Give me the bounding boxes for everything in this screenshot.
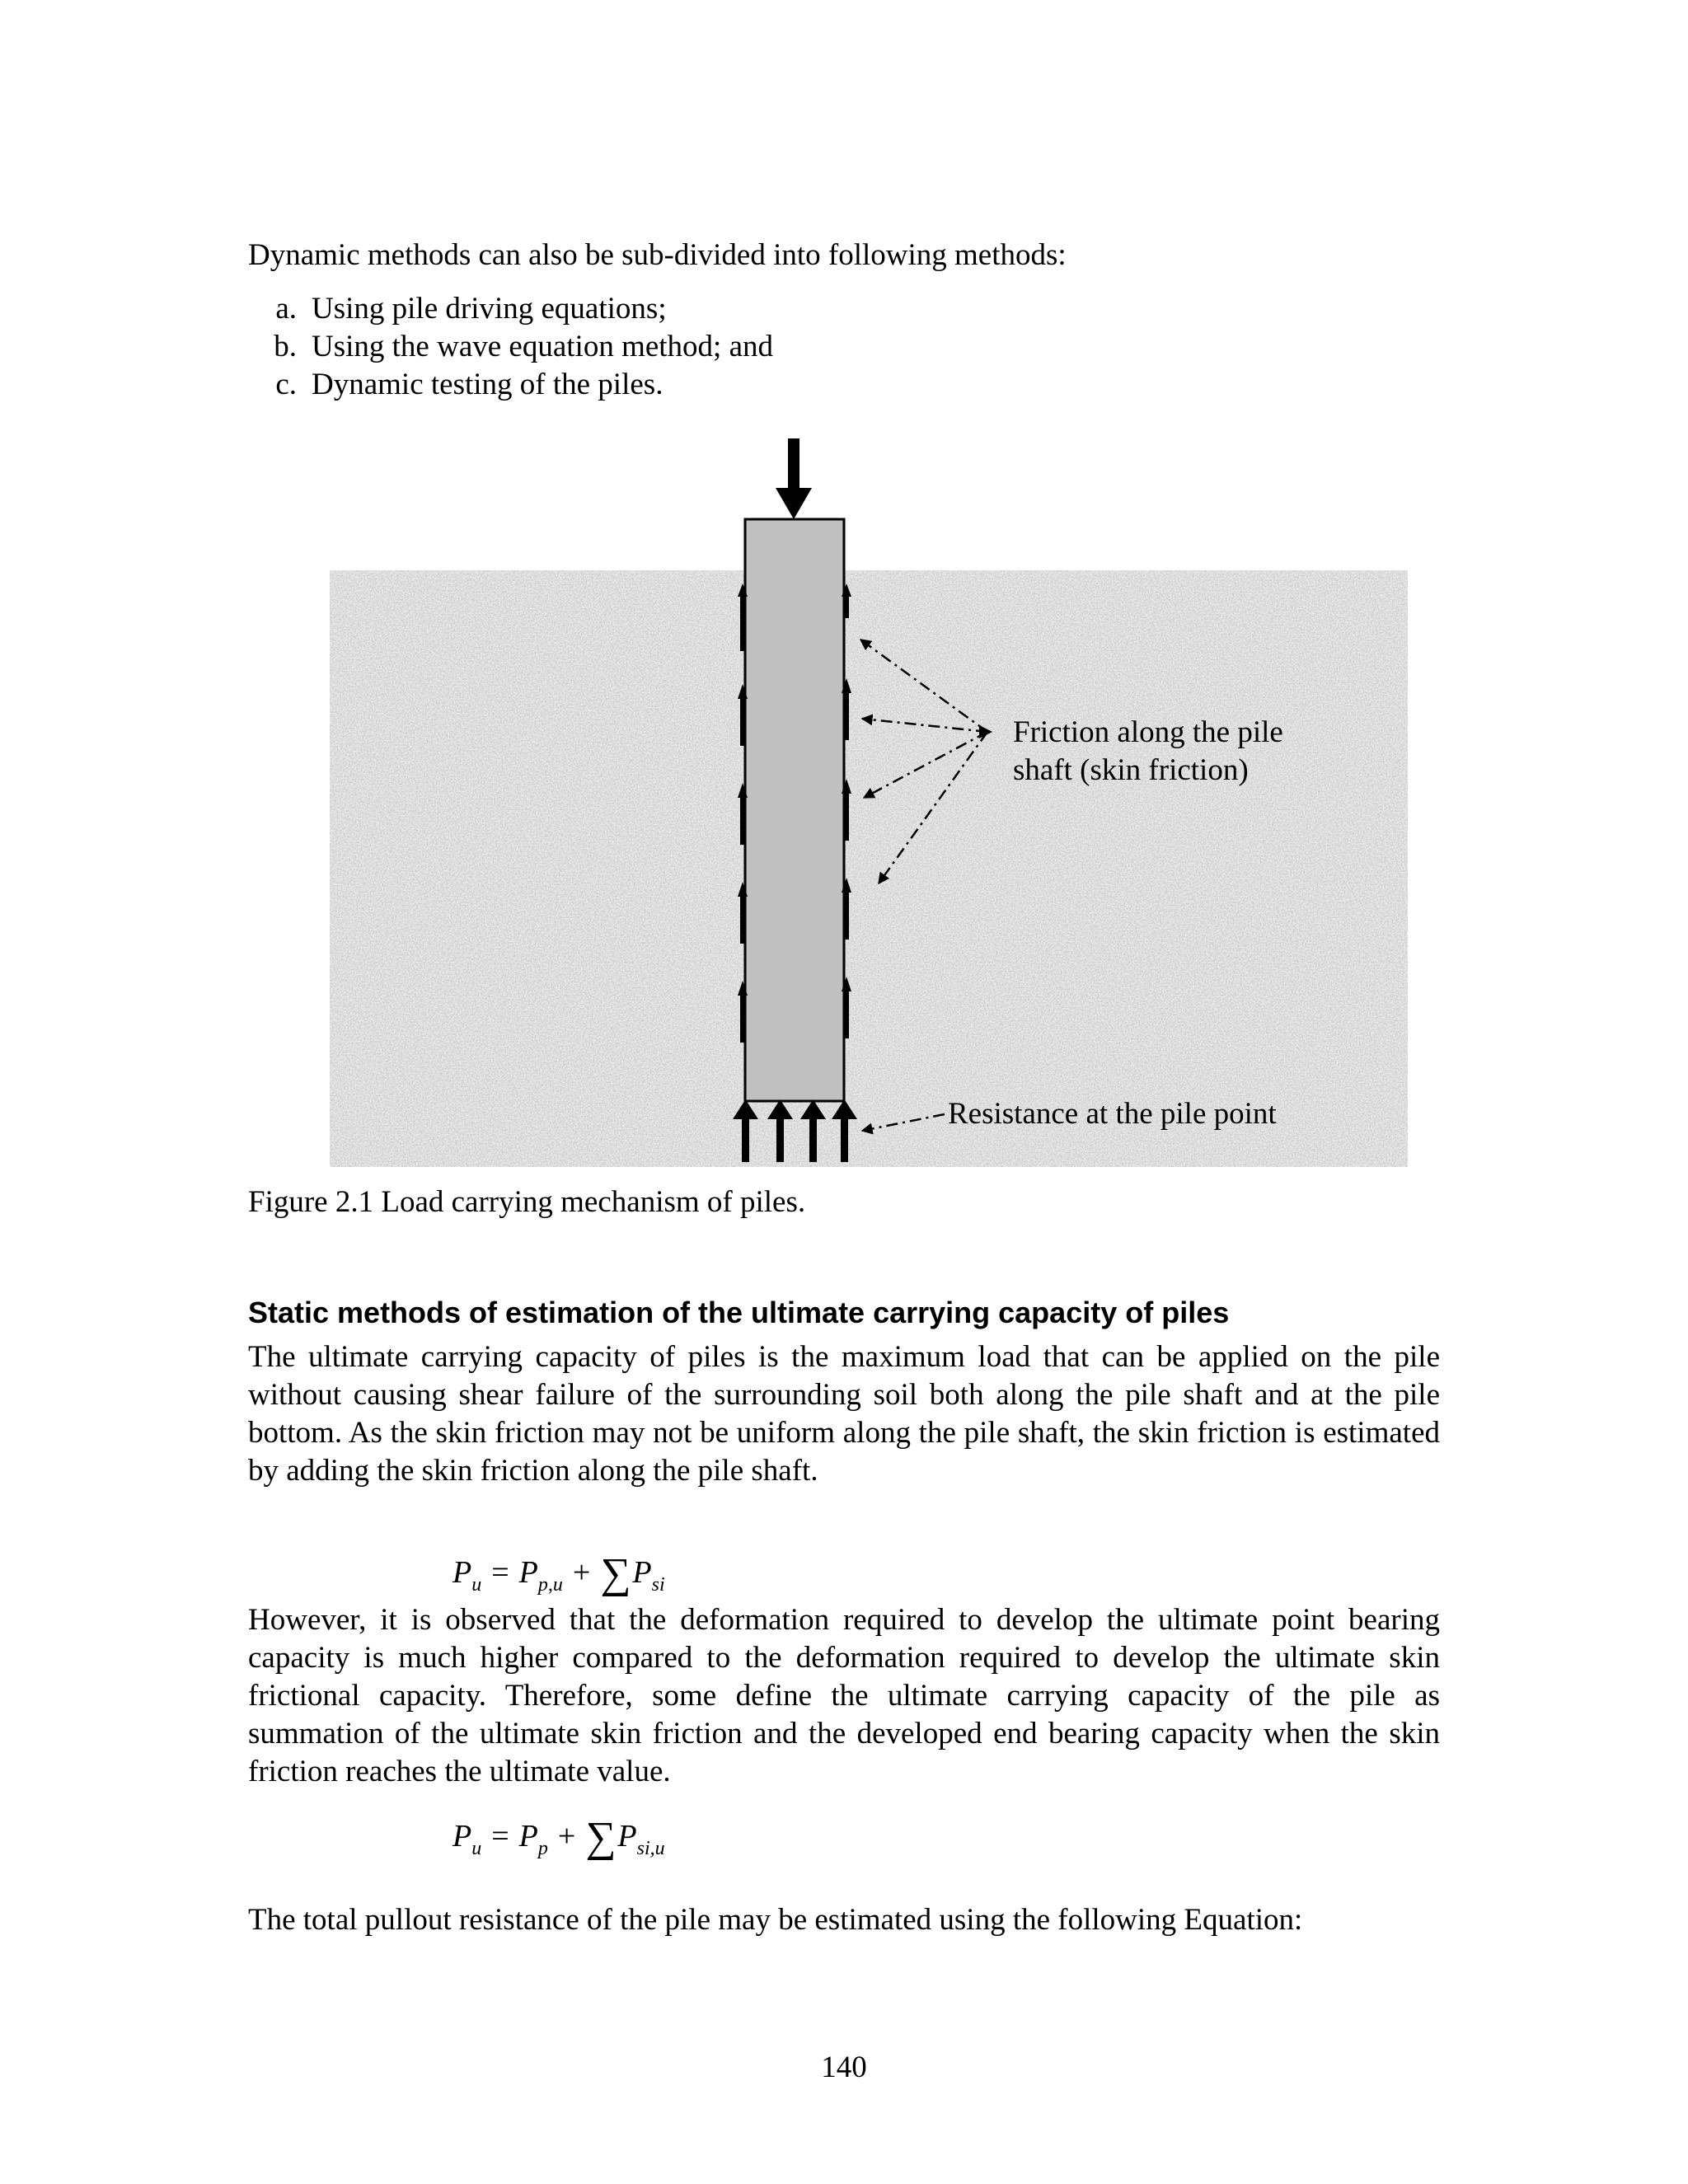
eq2-term1: P [518,1819,538,1854]
eq2-term2-sub: si,u [636,1838,665,1859]
list-item-text: Dynamic testing of the piles. [312,368,663,401]
paragraph-2: However, it is observed that the deformation required to develop the ultimate point bearing capacity is much higher compared to the deformation required to develop the ultimate skin frictional capacity. Therefore, some define the ultimate carrying capacity of the pile as summation of the ultimate skin friction and the developed end bearing capacity when the skin friction reaches the ultimate value. [248,1603,1440,1788]
eq2-plus: + [557,1819,576,1854]
paragraph-1: The ultimate carrying capacity of piles is the maximum load that can be applied on the pile without causing shear failure of the surrounding soil both along the pile shaft and at the pile bottom. As the skin friction may not be uniform along the pile shaft, the skin friction is estimated by adding the skin friction along the pile shaft. [248,1340,1440,1488]
equation-1 [452,1549,665,1598]
friction-label-line1: Friction along the pile [1013,715,1283,749]
eq1-sum-symbol: ∑ [600,1550,631,1597]
load-arrow [776,438,812,519]
figure-caption: Figure 2.1 Load carrying mechanism of piles. [248,1185,806,1219]
eq1-lhs: P [452,1555,472,1590]
list-item-text: Using pile driving equations; [312,292,667,326]
eq2-term1-sub: p [537,1838,548,1859]
eq1-term2: P [632,1555,652,1590]
resistance-label: Resistance at the pile point [948,1097,1277,1131]
eq2-lhs-sub: u [471,1838,482,1859]
eq1-term1-sub: p,u [537,1574,563,1596]
list-item [247,290,773,328]
list-item [247,366,773,404]
eq1-equals: = [491,1555,509,1590]
eq2-equals: = [491,1819,509,1854]
list-marker: a. [275,292,297,326]
list-marker: c. [275,368,297,401]
pile-diagram [0,429,1688,1187]
eq1-term1: P [518,1555,538,1590]
eq1-plus: + [572,1555,591,1590]
eq1-lhs-sub: u [471,1574,482,1596]
list-item [247,328,773,366]
list-marker: b. [274,330,297,363]
eq1-term2-sub: si [651,1574,665,1596]
section-heading: Static methods of estimation of the ultimate carrying capacity of piles [248,1296,1230,1329]
paragraph-3: The total pullout resistance of the pile may be estimated using the following Equation: [248,1903,1303,1937]
friction-label-line2: shaft (skin friction) [1013,753,1249,787]
eq2-lhs: P [452,1819,472,1854]
pile-shaft [745,519,844,1101]
eq2-sum-symbol: ∑ [585,1814,617,1861]
soil-texture [330,570,1408,1167]
method-list [247,290,773,404]
list-item-text: Using the wave equation method; and [312,330,774,363]
equation-2 [452,1813,665,1862]
eq2-term2: P [617,1819,637,1854]
page-number: 140 [821,2050,867,2084]
intro-text: Dynamic methods can also be sub-divided into following methods: [248,238,1067,272]
